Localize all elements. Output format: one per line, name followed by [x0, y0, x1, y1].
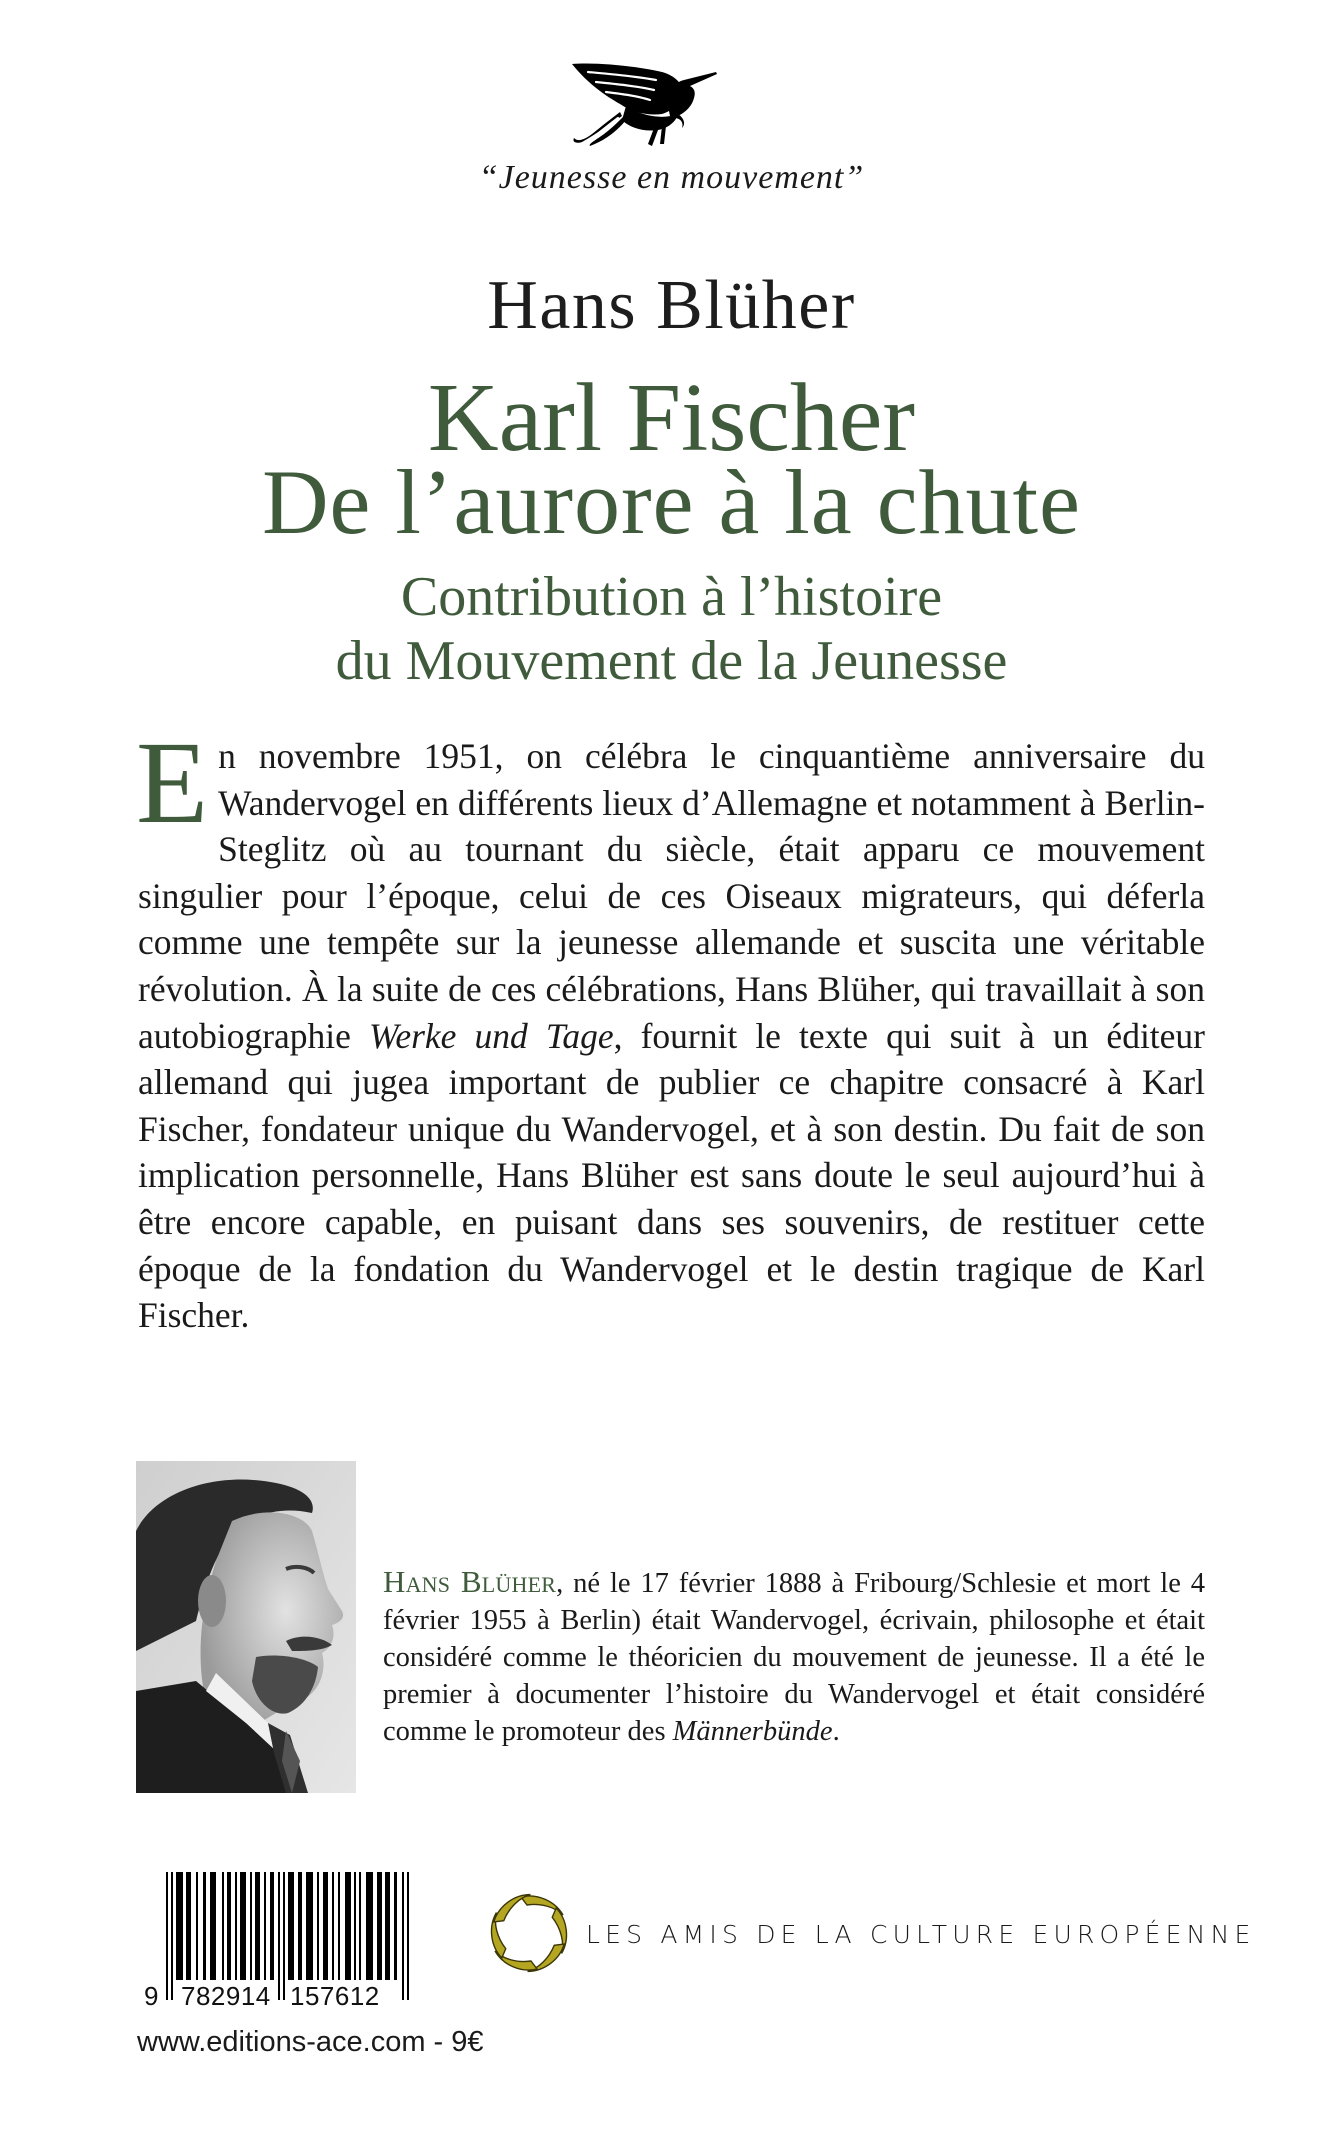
blurb-italic-title: Werke und Tage: [369, 1015, 614, 1056]
blurb-paragraph: [136, 717, 1205, 1339]
author-name: Hans Blüher: [487, 267, 856, 344]
website-and-price: www.editions-ace.com - 9€: [137, 2026, 484, 2058]
isbn-first-digit: 9: [144, 1981, 159, 2011]
series-name: “Jeunesse en mouvement”: [478, 159, 865, 196]
isbn-number: [140, 1982, 440, 2012]
author-bio: [383, 1563, 1205, 1750]
book-subtitle-line2: du Mouvement de la Jeunesse: [335, 630, 1008, 692]
bird-logo-icon: [566, 58, 718, 150]
author-photo: [136, 1461, 356, 1793]
book-subtitle-line1: Contribution à l’histoire: [400, 566, 943, 628]
book-title: Karl Fischer: [427, 364, 916, 472]
publisher-name: LES AMIS DE LA CULTURE EUROPÉENNE: [586, 1920, 1256, 1949]
blurb-text-part2: , fournit le texte qui suit à un éditeur allemand qui jugea important de publier ce chapitre consacré à Karl Fischer, fondateur unique du Wandervogel, et à son destin. Du fait de son implication personnelle, Hans Blüher est sans doute le seul aujourd’hui à être encore capable, en puisant dans ses souvenirs, de restituer cette époque de la fondation du Wandervogel et le destin tragique de Karl Fischer.: [138, 1015, 1205, 1336]
publisher-swirl-logo-icon: [486, 1888, 572, 1978]
book-title-secondary: De l’aurore à la chute: [262, 451, 1081, 553]
bio-text-part1: , né le 17 février 1888 à Fribourg/Schlesie et mort le 4 février 1955 à Berlin) était Wandervogel, écrivain, philosophe et était considéré comme le théoricien du mouvement de jeunesse. Il a été le premier à documenter l’histoire du Wandervogel et était considéré comme le promoteur des: [383, 1568, 1205, 1747]
isbn-right-digits: 157612: [290, 1981, 380, 2011]
drop-cap: E: [136, 717, 209, 848]
blurb-text-part1: n novembre 1951, on célébra le cinquantième anniversaire du Wandervogel en différents lieux d’Allemagne et notamment à Berlin-Steglitz où au tournant du siècle, était apparu ce mouvement singulier pour l’époque, celui de ces Oiseaux migrateurs, qui déferla comme une tempête sur la jeunesse allemande et suscita une véritable révolution. À la suite de ces célébrations, Hans Blüher, qui travaillait à son autobiographie: [138, 736, 1205, 1056]
bio-author-name: Hans Blüher: [383, 1564, 557, 1599]
bio-italic-term: Männerbünde: [672, 1716, 833, 1747]
isbn-left-digits: 782914: [181, 1981, 271, 2011]
author-portrait-icon: [136, 1461, 356, 1793]
bio-text-part2: .: [832, 1716, 840, 1747]
